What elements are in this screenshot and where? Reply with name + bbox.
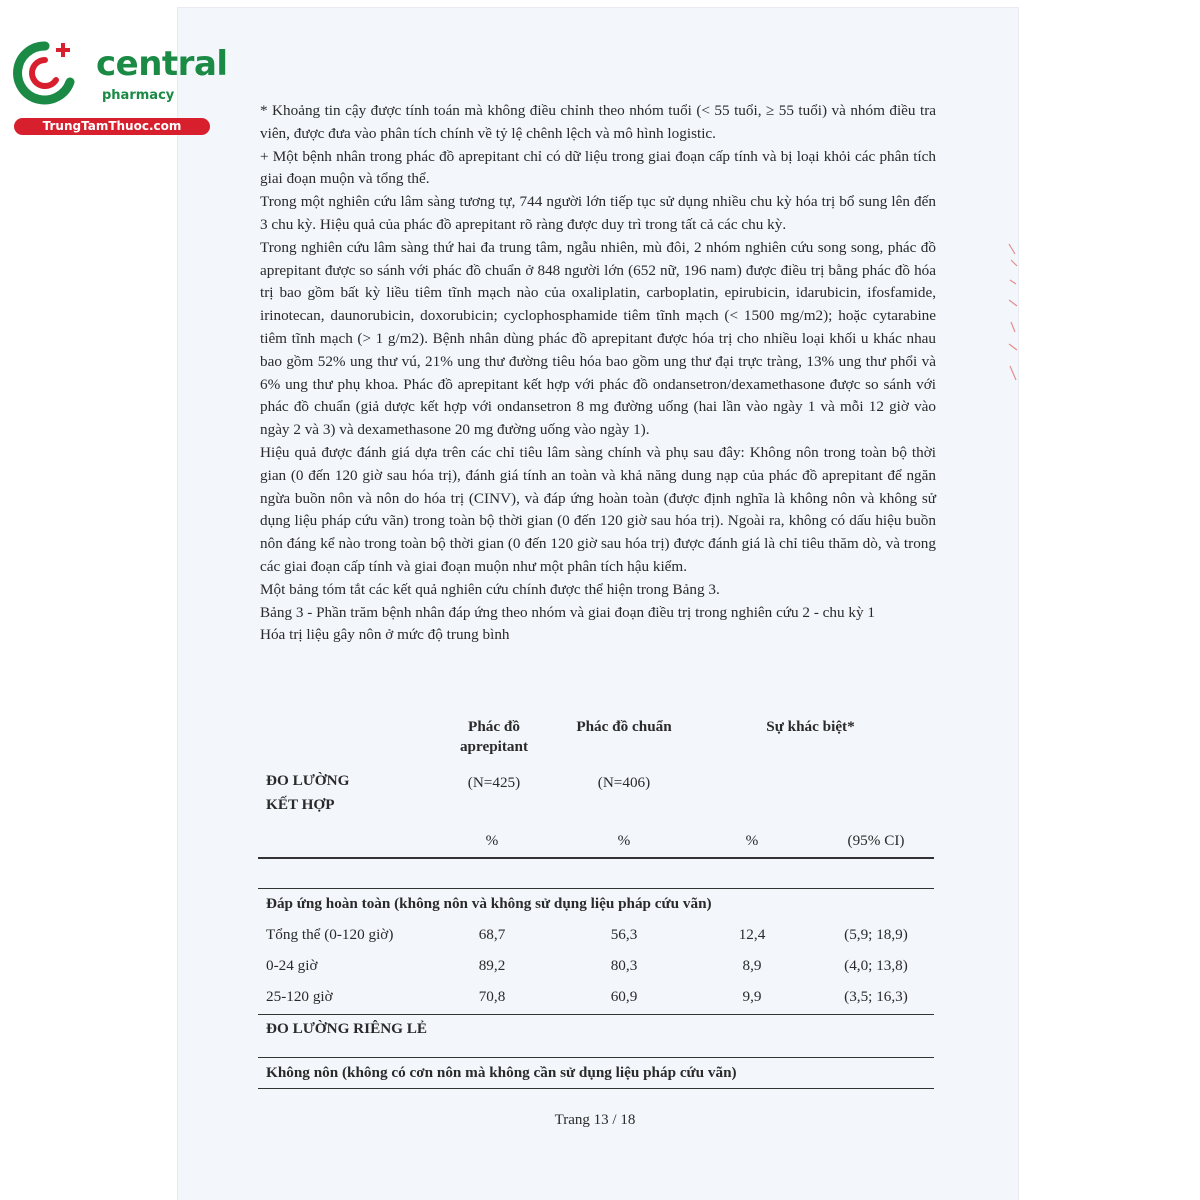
- col-header-aprepitant: [444, 718, 544, 756]
- unit-ci: (95% CI): [847, 832, 905, 849]
- paragraph-summary: Một bảng tóm tắt các kết quả nghiên cứu chính được thể hiện trong Bảng 3.: [260, 580, 720, 598]
- n-aprepitant: (N=425): [467, 774, 521, 791]
- table-rule: [258, 1088, 934, 1089]
- col-header-aprepitant-line1: Phác đồ: [468, 718, 520, 735]
- cell-diff: 8,9: [742, 957, 762, 974]
- table-rule: [258, 1014, 934, 1015]
- row-label: Tổng thể (0-120 giờ): [266, 926, 394, 943]
- row-label: 0-24 giờ: [266, 957, 318, 974]
- central-pharmacy-logo[interactable]: [10, 38, 228, 138]
- table-rule: [258, 888, 934, 889]
- paragraph-efficacy: Hiệu quả được đánh giá dựa trên các chỉ tiêu lâm sàng chính và phụ sau đây: Không nôn trong toàn bộ thời gian (0 đến 120 giờ sau hóa trị), đánh giá tính an toàn và khả năng dung nạp của phác đồ aprepitant để ngăn ngừa buồn nôn và nôn do hóa trị (CINV), và đáp ứng hoàn toàn (được định nghĩa là không nôn và không sử dụng liệu pháp cứu vãn) trong toàn bộ thời gian (0 đến 120 giờ sau hóa trị). Ngoài ra, không có dấu hiệu buồn nôn đáng kể nào trong toàn bộ thời gian (0 đến 120 giờ sau hóa trị) được đánh giá là chỉ tiêu thăm dò, và trong các giai đoạn cấp tính và giai đoạn muộn như một phân tích hậu kiểm.: [260, 443, 936, 575]
- unit-pct-diff: %: [745, 832, 759, 849]
- cell-ci: (3,5; 16,3): [844, 988, 908, 1005]
- section-complete-response: Đáp ứng hoàn toàn (không nôn và không sử dụng liệu pháp cứu vãn): [266, 895, 712, 912]
- cell-ci: (4,0; 13,8): [844, 957, 908, 974]
- cell-standard: 60,9: [610, 988, 638, 1005]
- paragraph-study-cycles: Trong một nghiên cứu lâm sàng tương tự, 744 người lớn tiếp tục sử dụng nhiều chu kỳ hóa trị bổ sung lên đến 3 chu kỳ. Hiệu quả của phác đồ aprepitant rõ ràng được duy trì trong tất cả các chu kỳ.: [260, 193, 936, 233]
- group-label-combined: [266, 772, 349, 814]
- row-label: 25-120 giờ: [266, 988, 333, 1005]
- col-header-aprepitant-line2: aprepitant: [459, 738, 529, 755]
- unit-pct-aprepitant: %: [485, 832, 499, 849]
- col-header-standard: Phác đồ chuẩn: [576, 718, 672, 735]
- table-rule: [258, 1057, 934, 1058]
- pharmacy-logo-icon: [12, 40, 78, 106]
- cell-diff: 12,4: [738, 926, 766, 943]
- col-header-difference: Sự khác biệt*: [766, 718, 855, 735]
- group-label-line2: KẾT HỢP: [266, 796, 335, 813]
- table-caption: Bảng 3 - Phần trăm bệnh nhân đáp ứng theo nhóm và giai đoạn điều trị trong nghiên cứu 2 - chu kỳ 1: [260, 603, 875, 621]
- table-subtitle: Hóa trị liệu gây nôn ở mức độ trung bình: [260, 626, 510, 644]
- table-row: [258, 988, 936, 1016]
- table-row: [258, 926, 936, 954]
- table-rule: [258, 857, 934, 859]
- cell-diff: 9,9: [742, 988, 762, 1005]
- section-no-vomiting: Không nôn (không có cơn nôn mà không cần sử dụng liệu pháp cứu vãn): [266, 1064, 737, 1081]
- cell-aprepitant: 68,7: [478, 926, 506, 943]
- group-label-line1: ĐO LƯỜNG: [266, 772, 350, 789]
- cell-standard: 80,3: [610, 957, 638, 974]
- cell-standard: 56,3: [610, 926, 638, 943]
- cell-aprepitant: 89,2: [478, 957, 506, 974]
- stamp-mark: [1005, 240, 1021, 390]
- paragraph-second-study: Trong nghiên cứu lâm sàng thứ hai đa trung tâm, ngẫu nhiên, mù đôi, 2 nhóm nghiên cứu song song, phác đồ aprepitant được so sánh với phác đồ chuẩn ở 848 người lớn (652 nữ, 196 nam) được điều trị bằng phác đồ hóa trị bao gồm bất kỳ liều tiêm tĩnh mạch nào của oxaliplatin, carboplatin, epirubicin, idarubicin, ifosfamide, irinotecan, daunorubicin, doxorubicin; cyclophosphamide tiêm tĩnh mạch (< 1500 mg/m2); hoặc cytarabine tiêm tĩnh mạch (> 1 g/m2). Bệnh nhân dùng phác đồ aprepitant được hóa trị cho nhiều loại khối u khác nhau bao gồm 52% ung thư vú, 21% ung thư đường tiêu hóa bao gồm ung thư đại trực tràng, 13% ung thư phổi và 6% ung thư phụ khoa. Phác đồ aprepitant kết hợp với phác đồ ondansetron/dexamethasone được so sánh với phác đồ chuẩn (giả dược kết hợp với ondansetron 8 mg đường uống (hai lần vào ngày 1 và mỗi 12 giờ vào ngày 2 và 3) và dexamethasone 20 mg đường uống vào ngày 1).: [260, 238, 936, 439]
- section-individual-measures: ĐO LƯỜNG RIÊNG LẺ: [266, 1020, 428, 1037]
- body-text: [260, 100, 936, 647]
- n-standard: (N=406): [597, 774, 651, 791]
- unit-pct-standard: %: [617, 832, 631, 849]
- brand-name: central: [96, 44, 228, 84]
- footnote-patient: + Một bệnh nhân trong phác đồ aprepitant chỉ có dữ liệu trong giai đoạn cấp tính và bị loại khỏi các phân tích giai đoạn muộn và tổng thể.: [260, 147, 936, 188]
- brand-url-banner[interactable]: TrungTamThuoc.com: [14, 118, 210, 135]
- brand-sub: pharmacy: [102, 88, 175, 103]
- table-row: [258, 957, 936, 985]
- footnote-ci: * Khoảng tin cậy được tính toán mà không điều chỉnh theo nhóm tuổi (< 55 tuổi, ≥ 55 tuổi) và nhóm điều tra viên, được đưa vào phân tích chính về tỷ lệ chênh lệch và mô hình logistic.: [260, 102, 936, 142]
- cell-ci: (5,9; 18,9): [844, 926, 908, 943]
- page-number: Trang 13 / 18: [554, 1112, 636, 1128]
- cell-aprepitant: 70,8: [478, 988, 506, 1005]
